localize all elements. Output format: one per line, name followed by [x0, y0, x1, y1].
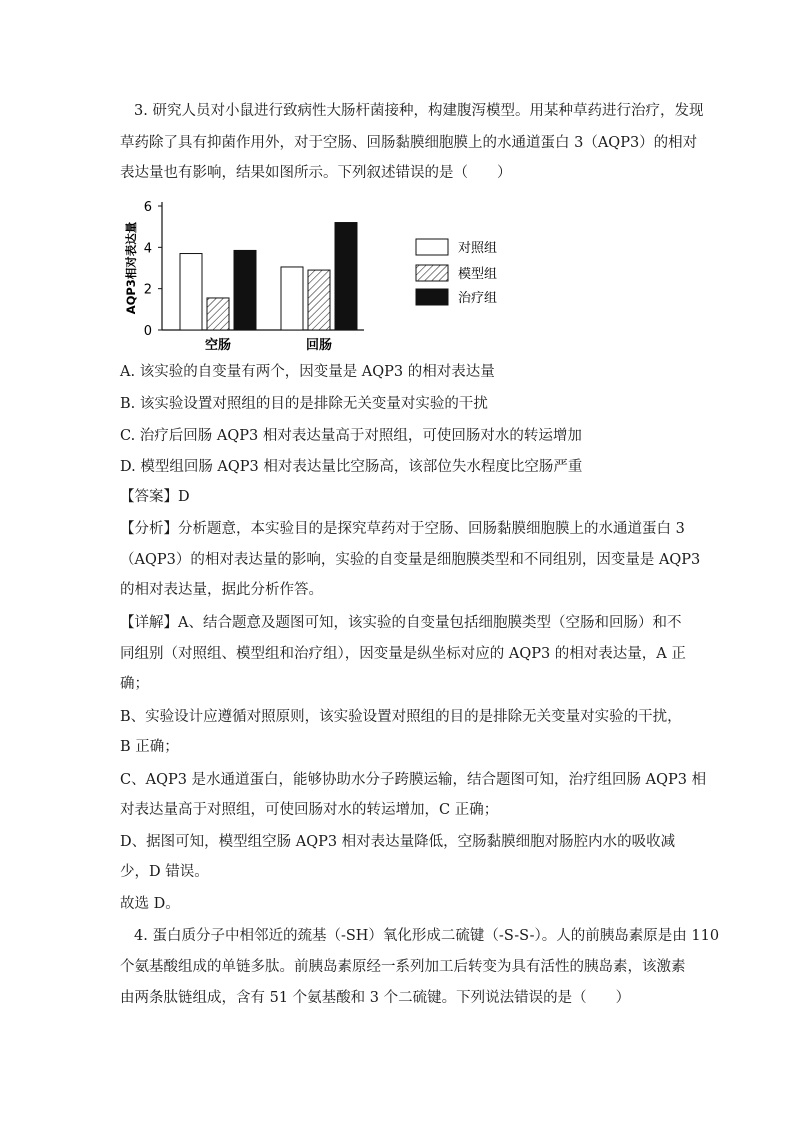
detail-line-4: B、实验设计应遵循对照原则，该实验设置对照组的目的是排除无关变量对实验的干扰，: [120, 709, 682, 725]
y-tick-label: 2: [143, 282, 152, 298]
detail-line-1: 【详解】A、结合题意及题图可知，该实验的自变量包括细胞膜类型（空肠和回肠）和不: [120, 615, 682, 631]
q4-line-1: 4. 蛋白质分子中相邻近的巯基（-SH）氧化形成二硫键（-S-S-）。人的前胰岛素原是由 110: [134, 928, 720, 944]
bar-模型组-回肠: [308, 270, 330, 330]
bar-治疗组-空肠: [234, 250, 256, 330]
detail-line-7: 对表达量高于对照组，可使回肠对水的转运增加，C 正确；: [120, 802, 499, 818]
legend-label: 模型组: [458, 267, 498, 282]
option-b: B. 该实验设置对照组的目的是排除无关变量对实验的干扰: [120, 396, 488, 412]
detail-line-2: 同组别（对照组、模型组和治疗组），因变量是纵坐标对应的 AQP3 的相对表达量，A 正: [120, 646, 686, 662]
q4-line-2: 个氨基酸组成的单链多肽。前胰岛素原经一系列加工后转变为具有活性的胰岛素，该激素: [120, 959, 686, 975]
q3-line-3: 表达量也有影响，结果如图所示。下列叙述错误的是（ ）: [120, 165, 512, 181]
option-c: C. 治疗后回肠 AQP3 相对表达量高于对照组，可使回肠对水的转运增加: [120, 428, 582, 444]
option-d: D. 模型组回肠 AQP3 相对表达量比空肠高，该部位失水程度比空肠严重: [120, 459, 583, 475]
q3-line-2: 草药除了具有抑菌作用外，对于空肠、回肠黏膜细胞膜上的水通道蛋白 3（AQP3）的相对: [120, 135, 698, 151]
y-tick-label: 4: [143, 241, 152, 257]
bar-对照组-空肠: [180, 254, 202, 330]
legend-swatch: [416, 265, 448, 281]
detail-line-8: D、据图可知，模型组空肠 AQP3 相对表达量降低，空肠黏膜细胞对肠腔内水的吸收减: [120, 834, 676, 850]
analysis-line-2: （AQP3）的相对表达量的影响，实验的自变量是细胞膜类型和不同组别，因变量是 AQP3: [120, 552, 701, 568]
x-tick-label: 空肠: [204, 338, 232, 353]
option-a: A. 该实验的自变量有两个，因变量是 AQP3 的相对表达量: [120, 364, 495, 380]
bar-对照组-回肠: [281, 267, 303, 330]
detail-line-5: B 正确；: [120, 739, 179, 755]
detail-line-9: 少，D 错误。: [120, 864, 209, 880]
q4-line-3: 由两条肽链组成，含有 51 个氨基酸和 3 个二硫键。下列说法错误的是（ ）: [120, 990, 631, 1006]
bar-模型组-空肠: [207, 298, 229, 330]
legend-swatch: [416, 289, 448, 305]
bar-治疗组-回肠: [335, 223, 357, 330]
y-tick-label: 0: [143, 324, 152, 339]
legend-label: 治疗组: [458, 291, 498, 306]
detail-line-10: 故选 D。: [120, 896, 180, 912]
detail-line-6: C、AQP3 是水通道蛋白，能够协助水分子跨膜运输，结合题图可知，治疗组回肠 AQP3 相: [120, 772, 707, 788]
analysis-line-1: 【分析】分析题意，本实验目的是探究草药对于空肠、回肠黏膜细胞膜上的水通道蛋白 3: [120, 521, 685, 537]
analysis-line-3: 的相对表达量，据此分析作答。: [120, 582, 323, 598]
legend-swatch: [416, 239, 448, 255]
legend-label: 对照组: [458, 241, 498, 256]
bar-chart: [110, 192, 530, 357]
y-tick-label: 6: [143, 200, 152, 215]
x-tick-label: 回肠: [305, 338, 333, 353]
y-axis-label: AQP3相对表达量: [124, 221, 138, 315]
q3-line-1: 3. 研究人员对小鼠进行致病性大肠杆菌接种，构建腹泻模型。用某种草药进行治疗，发现: [134, 103, 704, 119]
answer: 【答案】D: [120, 489, 190, 505]
detail-line-3: 确；: [120, 676, 149, 692]
